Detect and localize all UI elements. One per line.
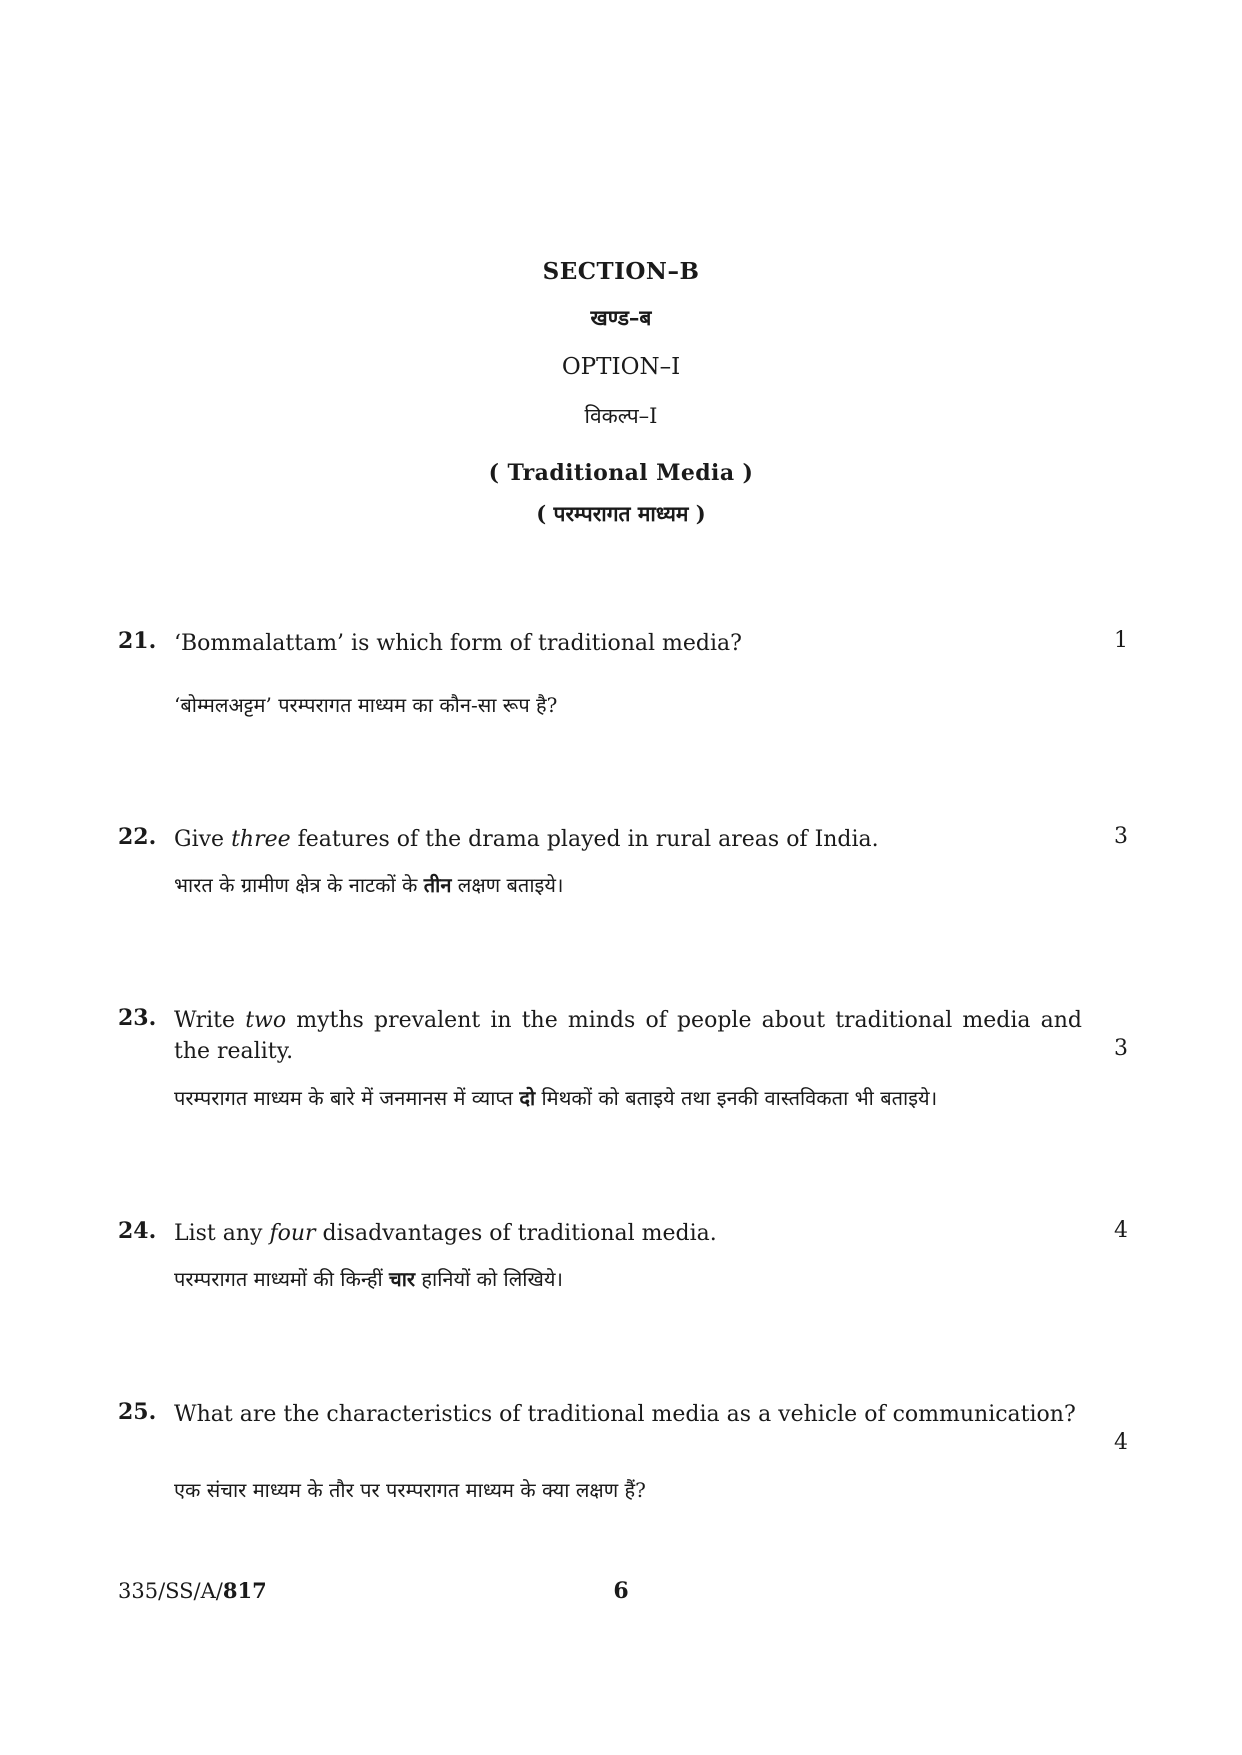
question-marks: 3 bbox=[1114, 1036, 1128, 1061]
question-number: 23. bbox=[118, 1005, 157, 1031]
option-title-hindi: विकल्प–I bbox=[584, 404, 658, 428]
question-number: 24. bbox=[118, 1218, 157, 1244]
section-title: SECTION–B bbox=[542, 258, 700, 285]
emphasis: three bbox=[231, 827, 291, 852]
question-marks: 1 bbox=[1114, 628, 1128, 653]
question-number: 22. bbox=[118, 824, 157, 850]
question-text: ‘Bommalattam’ is which form of traditional media? bbox=[174, 631, 742, 656]
question-text: What are the characteristics of traditional media as a vehicle of communication? bbox=[174, 1402, 1076, 1427]
topic-title-hindi: ( परम्परागत माध्यम ) bbox=[536, 501, 706, 526]
emphasis: two bbox=[245, 1008, 287, 1033]
question-text: Write two myths prevalent in the minds of people about traditional media and the reality. bbox=[174, 1008, 1082, 1064]
question-text: Give three features of the drama played in rural areas of India. bbox=[174, 827, 879, 852]
question-marks: 3 bbox=[1114, 824, 1128, 849]
section-title-hindi: खण्ड–ब bbox=[590, 305, 652, 330]
question-marks: 4 bbox=[1114, 1218, 1128, 1243]
question-text-hindi: एक संचार माध्यम के तौर पर परम्परागत माध्यम के क्या लक्षण हैं? bbox=[174, 1478, 646, 1502]
question-text-hindi: ‘बोम्मलअट्टम’ परम्परागत माध्यम का कौन-सा रूप है? bbox=[174, 693, 558, 717]
question-text-hindi: परम्परागत माध्यमों की किन्हीं चार हानियों को लिखिये। bbox=[174, 1267, 563, 1291]
emphasis-hindi: तीन bbox=[423, 873, 452, 897]
question-text-hindi: भारत के ग्रामीण क्षेत्र के नाटकों के तीन लक्षण बताइये। bbox=[174, 873, 564, 897]
question-text-hindi: परम्परागत माध्यम के बारे में जनमानस में व्याप्त दो मिथकों को बताइये तथा इनकी वास्तविकता भी बताइये। bbox=[174, 1086, 938, 1110]
question-number: 25. bbox=[118, 1399, 157, 1425]
question-number: 21. bbox=[118, 628, 157, 654]
option-title: OPTION–I bbox=[561, 354, 681, 380]
topic-title: ( Traditional Media ) bbox=[488, 460, 754, 486]
question-marks: 4 bbox=[1114, 1430, 1128, 1455]
page-number: 6 bbox=[613, 1578, 629, 1604]
emphasis-hindi: दो bbox=[519, 1086, 536, 1110]
question-text: List any four disadvantages of traditional media. bbox=[174, 1221, 717, 1246]
paper-code: 335/SS/A/817 bbox=[118, 1578, 267, 1603]
emphasis: four bbox=[269, 1221, 316, 1246]
emphasis-hindi: चार bbox=[389, 1267, 416, 1291]
